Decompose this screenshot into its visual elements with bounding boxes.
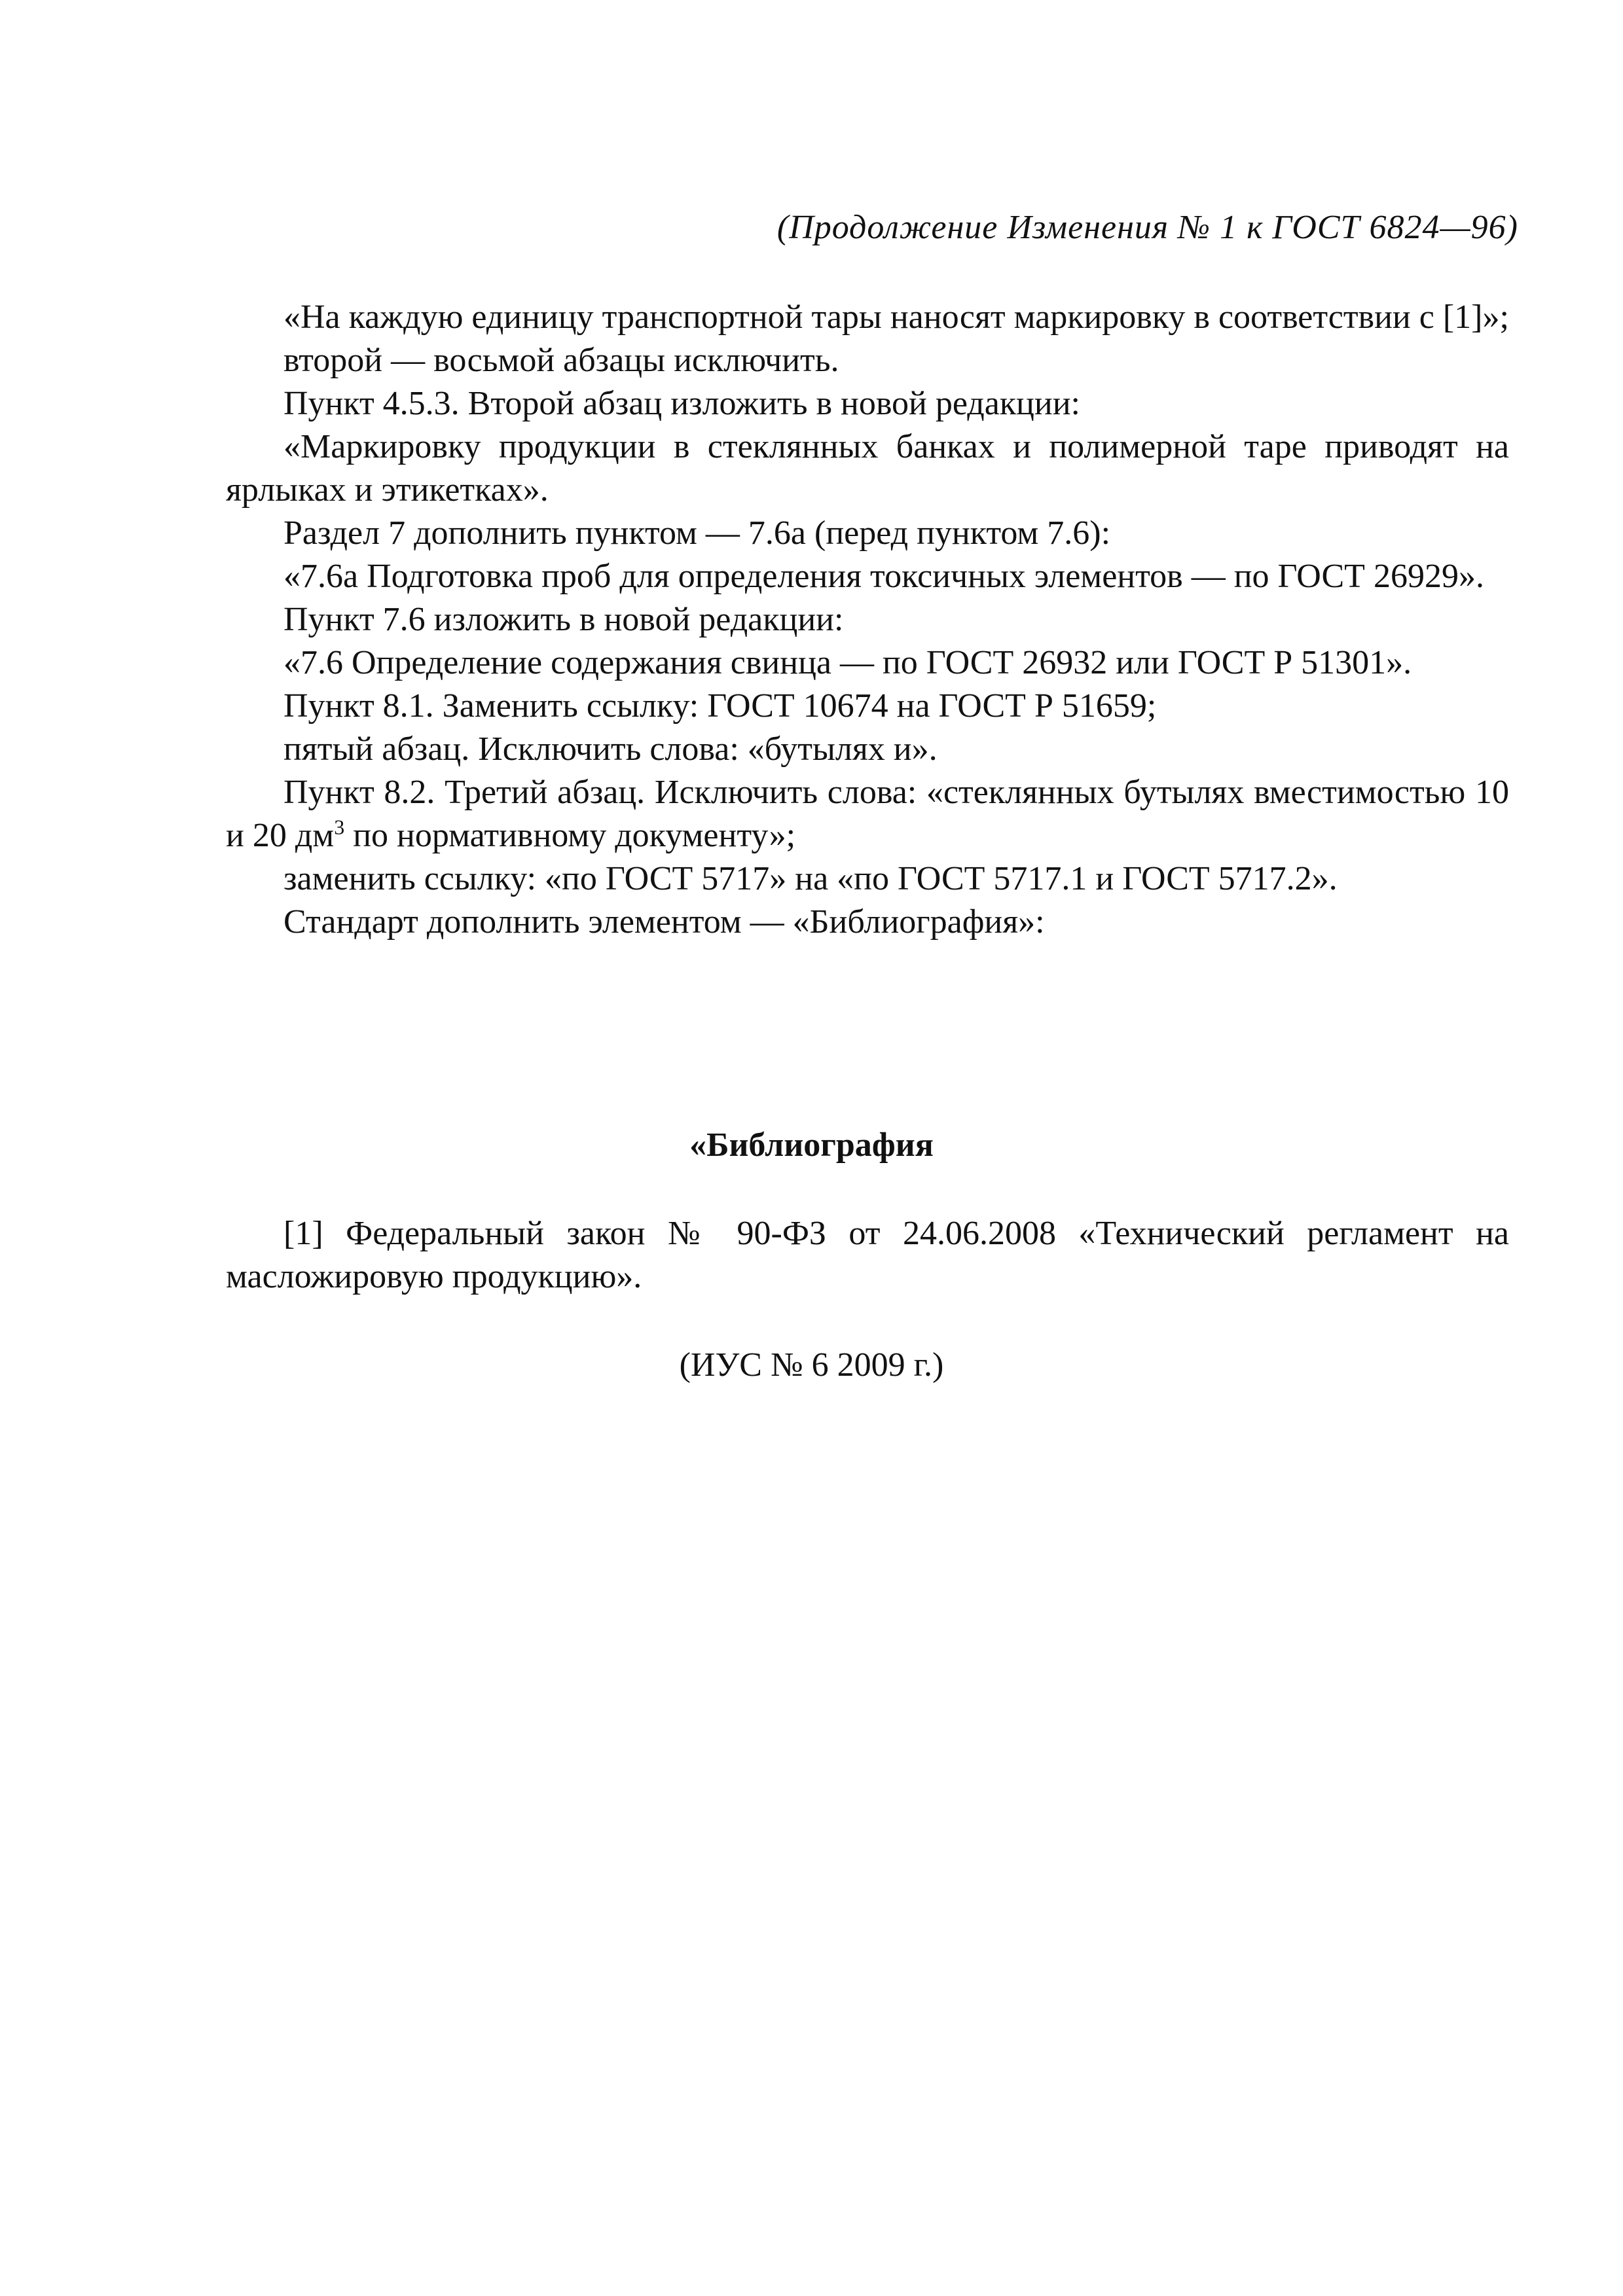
paragraph-text: Пункт 8.2. Третий абзац. Исключить слова: «стеклянных бутылях вместимостью 10 и 20 дм [226, 774, 1509, 854]
paragraph: Стандарт дополнить элементом — «Библиография»: [283, 903, 1045, 941]
paragraph: заменить ссылку: «по ГОСТ 5717» на «по ГОСТ 5717.1 и ГОСТ 5717.2». [283, 860, 1338, 897]
paragraph [226, 771, 1509, 857]
paragraph: пятый абзац. Исключить слова: «бутылях и». [283, 730, 938, 768]
paragraph: «На каждую единицу транспортной тары наносят маркировку в соответствии с [1]»; [283, 298, 1509, 336]
paragraph: второй — восьмой абзацы исключить. [283, 342, 839, 379]
ius-reference: (ИУС № 6 2009 г.) [679, 1346, 944, 1384]
bibliography-title: «Библиография [689, 1126, 934, 1164]
paragraph: Раздел 7 дополнить пунктом — 7.6а (перед пунктом 7.6): [283, 514, 1111, 552]
paragraph: «Маркировку продукции в стеклянных банках и полимерной таре приводят на ярлыках и этикетках». [226, 428, 1509, 509]
paragraph-text: по нормативному документу»; [344, 817, 796, 854]
paragraph: Пункт 8.1. Заменить ссылку: ГОСТ 10674 на ГОСТ Р 51659; [283, 687, 1157, 725]
bibliography-list [226, 1212, 1509, 1299]
paragraph: Пункт 7.6 изложить в новой редакции: [283, 601, 844, 638]
paragraph: «7.6а Подготовка проб для определения токсичных элементов — по ГОСТ 26929». [283, 558, 1484, 595]
page-header: (Продолжение Изменения № 1 к ГОСТ 6824—96) [776, 209, 1518, 246]
superscript: 3 [334, 815, 345, 839]
paragraph: «7.6 Определение содержания свинца — по ГОСТ 26932 или ГОСТ Р 51301». [283, 644, 1412, 681]
amendment-body [226, 296, 1509, 944]
bibliography-entry: [1] Федеральный закон № 90-ФЗ от 24.06.2008 «Технический регламент на масложировую продукцию». [226, 1215, 1509, 1295]
paragraph: Пункт 4.5.3. Второй абзац изложить в новой редакции: [283, 385, 1080, 422]
